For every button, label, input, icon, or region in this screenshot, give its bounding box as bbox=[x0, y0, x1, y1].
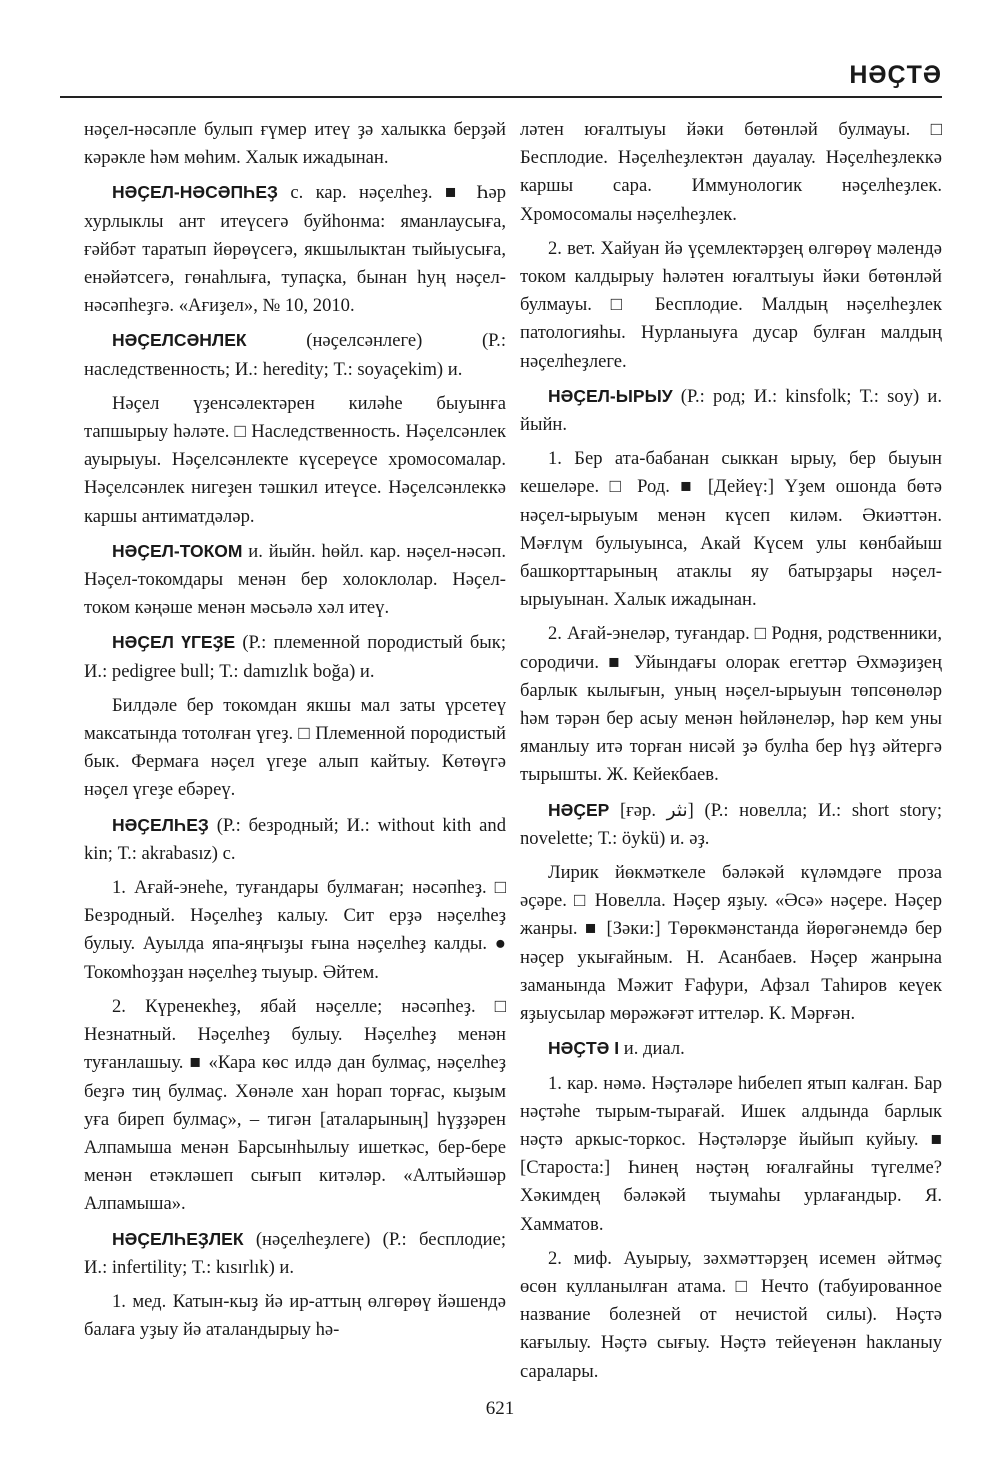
entry-text: с. кар. нәҫелһеҙ. ■ Һәр хурлыклы ант итеүсегә буйһонма: яманлаусыға, ғәйбәт таратып йөрөүсегә, якшылыктан тыйыусыға, енәйәтсегә, гөнаһлыға, тупаҫка, бынан һуң нәҫел-нәсәпһеҙгә. «Ағиҙел», № 10, 2010. bbox=[84, 182, 506, 317]
dictionary-entry bbox=[84, 326, 506, 383]
entry-paragraph bbox=[84, 874, 506, 987]
entry-paragraph bbox=[520, 1245, 942, 1386]
entry-text: 2. миф. Ауырыу, зәхмәттәрҙең исемен әйтмәҫ өсөн кулланылған атама. □ Нечто (табуированное название болезней от нечистой силы). Нәҫтә кағылыу. Нәҫтә сығыу. Нәҫтә тейеүенән һакланыу саралары. bbox=[520, 1247, 942, 1382]
headword: НӘҪЕР bbox=[548, 799, 610, 820]
entry-text: (нәҫелсәнлеге) (Р.: наследственность; И.: heredity; Т.: soyaçekim) и. bbox=[84, 330, 506, 380]
entry-text: 1. мед. Катын-кыҙ йә ир-аттың өлгөрөү йәшендә балаға уҙыу йә аталандырыу һә- bbox=[84, 1290, 506, 1341]
running-head: НӘҪТӘ bbox=[849, 61, 942, 89]
entry-text: 2. Ағай-энеләр, туғандар. □ Родня, родственники, сородичи. ■ Уйындағы олорак егеттәр Әхмәҙиҙең барлык кылығын, уның нәҫел-ырыуын төпсөнөләр һәм тәрән бер асыу менән һөйләнеләр, һәр кем уны яманлыу итә торған нисәй ҙә булһа бер һүҙ әйтергә тырышты. Ж. Кейекбаев. bbox=[520, 623, 942, 786]
entry-text: (нәҫелһеҙлеге) (Р.: бесплодие; И.: infertility; Т.: kısırlık) и. bbox=[84, 1228, 506, 1278]
left-column bbox=[84, 116, 506, 1350]
headword: НӘҪЕЛ-ЫРЫУ bbox=[548, 385, 673, 406]
entry-text: Лирик йөкмәткеле бәләкәй күләмдәге проза әҫәре. □ Новелла. Нәҫер яҙыу. «Әсә» нәҫере. Нәҫер жанры. ■ [Зәки:] Төрөкмәнстанда йөрөгәнемдә бер нәҫер укығайным. Н. Асанбаев. Нәҫер жанрына заманында Мәжит Ғафури, Афзал Таһиров кеүек яҙыусылар мөрәжәғәт иттеләр. К. Мәрғән. bbox=[520, 862, 942, 1025]
entry-text: [ғәр. نثر] (Р.: новелла; И.: short story; novelette; Т.: öykü) и. әҙ. bbox=[520, 799, 942, 849]
entry-text: и. йыйн. һөйл. кар. нәҫел-нәсәп. Нәҫел-токомдары менән бер холоклолар. Нәҫел-током кәңәше менән мәсьәлә хәл итеү. bbox=[84, 540, 506, 619]
entry-text: (Р.: племенной породистый бык; И.: pedigree bull; Т.: damızlık boğa) и. bbox=[84, 632, 506, 682]
entry-text: 1. Ағай-энеһе, туғандары булмаған; нәсәпһеҙ. □ Безродный. Нәҫелһеҙ калыу. Сит ерҙә нәҫелһеҙ булыу. Ауылда япа-яңғыҙы ғына нәҫелһеҙ калды. ● Токомһоҙҙан нәҫелһеҙ тыуыр. Әйтем. bbox=[84, 877, 506, 983]
page-number: 621 bbox=[485, 1398, 515, 1419]
entry-text: 1. кар. нәмә. Нәҫтәләре һибелеп ятып калған. Бар нәҫтәһе тырым-тырағай. Ишек алдында барлык нәҫтә аркыс-торкос. Нәҫтәләрҙе йыйып куйыу. ■ [Староста:] Һинең нәҫтәң юғалғайны түгелме? Хәкимдең бәләкәй тыумаһы урлағандыр. Я. Хамматов. bbox=[520, 1072, 942, 1235]
entry-text: ләтен юғалтыуы йәки бөтөнләй булмауы. □ Бесплодие. Нәҫелһеҙлектән дауалау. Нәҫелһеҙлеккә каршы сара. Иммунологик нәҫелһеҙлек. Хромосомалы нәҫелһеҙлек. bbox=[520, 119, 942, 225]
right-column bbox=[520, 116, 942, 1392]
dictionary-entry bbox=[84, 178, 506, 320]
entry-text: 2. вет. Хайуан йә үҫемлектәрҙең өлгөрөү мәлендә током калдырыу һәләтен юғалтыуы йәки бөтөнләй булмауы. □ Бесплодие. Малдың нәҫелһеҙлек патологияһы. Нурланыуға дусар булған малдың нәҫелһеҙлеге. bbox=[520, 237, 942, 372]
dictionary-entry bbox=[84, 628, 506, 685]
headword: НӘҪТӘ I bbox=[548, 1038, 620, 1059]
entry-paragraph bbox=[84, 993, 506, 1219]
headword: НӘҪЕЛҺЕҘЛЕК bbox=[112, 1228, 244, 1249]
entry-paragraph bbox=[84, 1288, 506, 1344]
dictionary-entry bbox=[520, 1034, 942, 1063]
page-header bbox=[60, 50, 942, 98]
dictionary-entry bbox=[84, 1225, 506, 1282]
headword: НӘҪЕЛ ҮГЕҘЕ bbox=[112, 632, 236, 653]
entry-paragraph bbox=[520, 859, 942, 1028]
entry-paragraph bbox=[520, 620, 942, 789]
entry-paragraph bbox=[84, 116, 506, 172]
entry-text: 2. Күренекһеҙ, ябай нәҫелле; нәсәпһеҙ. □ Незнатный. Нәҫелһеҙ булыу. Нәҫелһеҙ менән туғанлашыу. ■ «Кара көс илдә дан булмаҫ, нәҫелһеҙ беҙгә тиң булмаҫ. Хөнәле хан һорап торғас, кыҙым уға биреп булмаҫ», – тигән [аталарының] һүҙҙәрен Алпамыша менән Барсынһылыу ишеткәс, бер-бере менән етәкләшеп сығып китәләр. «Алтыйәшәр Алпамыша». bbox=[84, 995, 506, 1215]
headword: НӘҪЕЛ-ТОКОМ bbox=[112, 540, 243, 561]
dictionary-entry bbox=[520, 796, 942, 853]
entry-paragraph bbox=[84, 692, 506, 805]
entry-text: (Р.: безродный; И.: without kith and kin; Т.: akrabasız) с. bbox=[84, 814, 506, 864]
headword: НӘҪЕЛСӘНЛЕК bbox=[112, 330, 247, 351]
entry-text: Билдәле бер токомдан якшы мал заты үрсетеү максатында тотолған үгеҙ. □ Племенной породистый бык. Фермаға нәҫел үгеҙе алып кайтыу. Көтөүгә нәҫел үгеҙе ебәреү. bbox=[84, 694, 506, 801]
entry-text: и. диал. bbox=[619, 1038, 685, 1060]
entry-text: Нәҫел үҙенсәлектәрен киләһе быуынға тапшырыу һәләте. □ Наследственность. Нәҫелсәнлек ауырыуы. Нәҫелсәнлекте күсереүсе хромосомалар. Нәҫелсәнлек нигеҙен тәшкил итеүсе. Нәҫелсәнлеккә каршы антиматдәләр. bbox=[84, 392, 506, 527]
entry-paragraph bbox=[520, 235, 942, 376]
dictionary-entry bbox=[84, 537, 506, 623]
dictionary-entry bbox=[84, 811, 506, 868]
headword: НӘҪЕЛ-НӘСӘПҺЕҘ bbox=[112, 182, 278, 203]
entry-text: 1. Бер ата-бабанан сыккан ырыу, бер быуын кешеләре. □ Род. ■ [Дейеү:] Үҙем ошонда бөтә нәҫел-ырыуым менән күсеп киләм. Әкиәттән. Мәғлүм булыуынса, Акай Күсем улы көнбайыш башкорттарының атаклы яу батырҙары нәҫел-ырыуынан. Халык ижадынан. bbox=[520, 448, 942, 611]
entry-text: (Р.: род; И.: kinsfolk; Т.: soy) и. йыйн. bbox=[520, 385, 942, 436]
headword: НӘҪЕЛҺЕҘ bbox=[112, 814, 209, 835]
dictionary-entry bbox=[520, 382, 942, 439]
entry-text: нәҫел-нәсәпле булып ғүмер итеү ҙә халыкка берҙәй кәрәкле һәм мөһим. Халык ижадынан. bbox=[84, 119, 506, 169]
entry-paragraph bbox=[520, 445, 942, 614]
entry-paragraph bbox=[84, 390, 506, 531]
entry-paragraph bbox=[520, 116, 942, 229]
entry-paragraph bbox=[520, 1070, 942, 1239]
